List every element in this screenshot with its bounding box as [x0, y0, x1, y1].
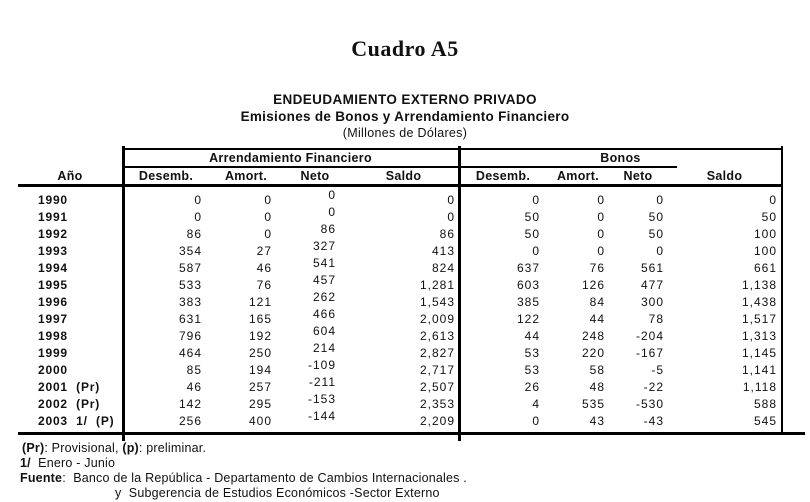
value-cell: 796 [178, 329, 202, 343]
value-cell: -144 [307, 409, 336, 423]
group-header-bonos: Bonos [600, 151, 641, 165]
year-cell: 1992 [38, 227, 68, 241]
value-cell: 86 [439, 227, 455, 241]
table-row [18, 188, 783, 209]
value-cell: 0 [264, 193, 272, 207]
value-cell: 2,507 [419, 380, 455, 394]
value-cell: 248 [581, 329, 605, 343]
value-cell: 0 [447, 193, 455, 207]
table-bottom-rule [18, 432, 805, 435]
value-cell: 53 [524, 363, 540, 377]
value-cell: 76 [256, 278, 272, 292]
value-cell: 1,543 [419, 295, 455, 309]
value-cell: 561 [640, 261, 664, 275]
value-cell: 0 [597, 227, 605, 241]
document-title: ENDEUDAMIENTO EXTERNO PRIVADO [273, 92, 537, 107]
year-cell: 2002 (Pr) [38, 397, 101, 411]
value-cell: 385 [516, 295, 540, 309]
year-cell: 1991 [38, 210, 68, 224]
value-cell: -22 [643, 380, 664, 394]
value-cell: 2,209 [419, 414, 455, 428]
value-cell: 100 [753, 244, 777, 258]
value-cell: 85 [186, 363, 202, 377]
value-cell: 631 [178, 312, 202, 326]
value-cell: 0 [532, 193, 540, 207]
value-cell: 354 [178, 244, 202, 258]
table-row [18, 392, 783, 413]
af-amort-header: Amort. [224, 169, 268, 183]
footnote-source [20, 471, 467, 485]
year-cell: 1995 [38, 278, 68, 292]
value-cell: 400 [248, 414, 272, 428]
source-text: y Subgerencia de Estudios Económicos -Sector Externo [115, 486, 440, 500]
table-row [18, 256, 783, 277]
value-cell: 0 [328, 205, 336, 219]
source-text: : Banco de la República - Departamento de Cambios Internacionales . [62, 471, 467, 485]
value-cell: 44 [589, 312, 605, 326]
value-cell: 533 [178, 278, 202, 292]
value-cell: 121 [248, 295, 272, 309]
value-cell: 27 [256, 244, 272, 258]
value-cell: 256 [178, 414, 202, 428]
document-subtitle: Emisiones de Bonos y Arrendamiento Financiero [240, 109, 570, 124]
table-number: Cuadro A5 [351, 36, 459, 61]
bonos-group-underline [459, 166, 677, 168]
year-column-header: Año [57, 169, 83, 183]
value-cell: 1,141 [741, 363, 777, 377]
value-cell: 126 [581, 278, 605, 292]
bonos-desemb-header: Desemb. [475, 169, 531, 183]
value-cell: 0 [656, 244, 664, 258]
value-cell: 50 [761, 210, 777, 224]
table-row [18, 358, 783, 379]
value-cell: 46 [186, 380, 202, 394]
value-cell: 464 [178, 346, 202, 360]
footnote-text: : preliminar. [138, 441, 207, 455]
value-cell: -109 [307, 358, 336, 372]
footnote-text: : Provisional, [44, 441, 123, 455]
footnote-p-marker: (p) [122, 441, 139, 455]
column-header-row [18, 169, 783, 184]
value-cell: -530 [635, 397, 664, 411]
table-row [18, 239, 783, 260]
value-cell: 0 [656, 193, 664, 207]
table-row [18, 307, 783, 328]
value-cell: 0 [194, 193, 202, 207]
table-row [18, 341, 783, 362]
value-cell: 86 [320, 222, 336, 236]
value-cell: 43 [589, 414, 605, 428]
table-row [18, 375, 783, 396]
year-cell: 2001 (Pr) [38, 380, 101, 394]
value-cell: 4 [532, 397, 540, 411]
year-cell: 2003 1/ (P) [38, 414, 115, 428]
value-cell: 2,827 [419, 346, 455, 360]
value-cell: 46 [256, 261, 272, 275]
value-cell: 587 [178, 261, 202, 275]
value-cell: 1,517 [741, 312, 777, 326]
value-cell: 2,009 [419, 312, 455, 326]
value-cell: 250 [248, 346, 272, 360]
value-cell: 142 [178, 397, 202, 411]
value-cell: 50 [524, 210, 540, 224]
value-cell: 295 [248, 397, 272, 411]
value-cell: 327 [312, 239, 336, 253]
value-cell: 0 [597, 244, 605, 258]
af-group-underline [122, 166, 459, 168]
af-neto-header: Neto [300, 169, 330, 183]
value-cell: 545 [753, 414, 777, 428]
value-cell: 262 [312, 290, 336, 304]
value-cell: 477 [640, 278, 664, 292]
footnote-1-marker: 1/ [20, 456, 31, 470]
header-bottom-rule [18, 184, 783, 187]
value-cell: 257 [248, 380, 272, 394]
value-cell: 466 [312, 307, 336, 321]
value-cell: 0 [597, 193, 605, 207]
value-cell: -204 [635, 329, 664, 343]
value-cell: 1,313 [741, 329, 777, 343]
value-cell: 2,717 [419, 363, 455, 377]
year-cell: 1997 [38, 312, 68, 326]
value-cell: 50 [648, 227, 664, 241]
value-cell: 1,281 [419, 278, 455, 292]
value-cell: -153 [307, 392, 336, 406]
value-cell: -5 [651, 363, 664, 377]
group-header-arrendamiento: Arrendamiento Financiero [209, 151, 372, 165]
bonos-amort-header: Amort. [556, 169, 600, 183]
value-cell: 122 [516, 312, 540, 326]
value-cell: 457 [312, 273, 336, 287]
value-cell: 0 [597, 210, 605, 224]
value-cell: 86 [186, 227, 202, 241]
value-cell: 192 [248, 329, 272, 343]
table-row [18, 409, 783, 430]
value-cell: 48 [589, 380, 605, 394]
value-cell: 165 [248, 312, 272, 326]
value-cell: -211 [308, 375, 336, 389]
value-cell: 84 [589, 295, 605, 309]
value-cell: -167 [635, 346, 664, 360]
value-cell: 0 [769, 193, 777, 207]
year-cell: 2000 [38, 363, 68, 377]
value-cell: 0 [532, 414, 540, 428]
value-cell: 50 [648, 210, 664, 224]
year-cell: 1996 [38, 295, 68, 309]
year-cell: 1990 [38, 193, 68, 207]
table-body [18, 188, 783, 430]
value-cell: 0 [532, 244, 540, 258]
value-cell: 824 [431, 261, 455, 275]
value-cell: 2,613 [419, 329, 455, 343]
af-desemb-header: Desemb. [138, 169, 194, 183]
value-cell: 0 [264, 227, 272, 241]
footnote-text: Enero - Junio [30, 456, 116, 470]
value-cell: 0 [328, 188, 336, 202]
value-cell: -43 [643, 414, 664, 428]
units-label: (Millones de Dólares) [342, 126, 468, 140]
value-cell: 26 [524, 380, 540, 394]
table-row [18, 222, 783, 243]
table-row [18, 290, 783, 311]
footnote-period [20, 456, 115, 470]
value-cell: 2,353 [419, 397, 455, 411]
value-cell: 603 [516, 278, 540, 292]
value-cell: 604 [312, 324, 336, 338]
value-cell: 100 [753, 227, 777, 241]
value-cell: 76 [589, 261, 605, 275]
value-cell: 383 [178, 295, 202, 309]
source-label: Fuente [20, 471, 63, 485]
year-cell: 1999 [38, 346, 68, 360]
value-cell: 413 [431, 244, 455, 258]
bonos-saldo-header: Saldo [706, 169, 743, 183]
value-cell: 541 [312, 256, 336, 270]
value-cell: 1,118 [742, 380, 777, 394]
value-cell: 661 [753, 261, 777, 275]
year-cell: 1994 [38, 261, 68, 275]
table-top-rule [122, 148, 783, 150]
value-cell: 58 [589, 363, 605, 377]
value-cell: 1,438 [741, 295, 777, 309]
value-cell: 588 [753, 397, 777, 411]
value-cell: 214 [312, 341, 336, 355]
bonos-neto-header: Neto [623, 169, 653, 183]
year-cell: 1993 [38, 244, 68, 258]
value-cell: 220 [581, 346, 605, 360]
value-cell: 53 [524, 346, 540, 360]
footnote-source-line2 [115, 486, 440, 500]
value-cell: 535 [581, 397, 605, 411]
value-cell: 0 [264, 210, 272, 224]
value-cell: 50 [524, 227, 540, 241]
table-row [18, 205, 783, 226]
value-cell: 44 [524, 329, 540, 343]
table-row [18, 273, 783, 294]
table-row [18, 324, 783, 345]
value-cell: 0 [194, 210, 202, 224]
af-saldo-header: Saldo [385, 169, 422, 183]
value-cell: 1,138 [741, 278, 777, 292]
value-cell: 78 [648, 312, 664, 326]
footnote-pr-marker: (Pr) [22, 441, 45, 455]
value-cell: 1,145 [741, 346, 777, 360]
value-cell: 637 [516, 261, 540, 275]
value-cell: 300 [640, 295, 664, 309]
value-cell: 0 [447, 210, 455, 224]
year-cell: 1998 [38, 329, 68, 343]
footnote-provisional [22, 441, 206, 455]
value-cell: 194 [248, 363, 272, 377]
